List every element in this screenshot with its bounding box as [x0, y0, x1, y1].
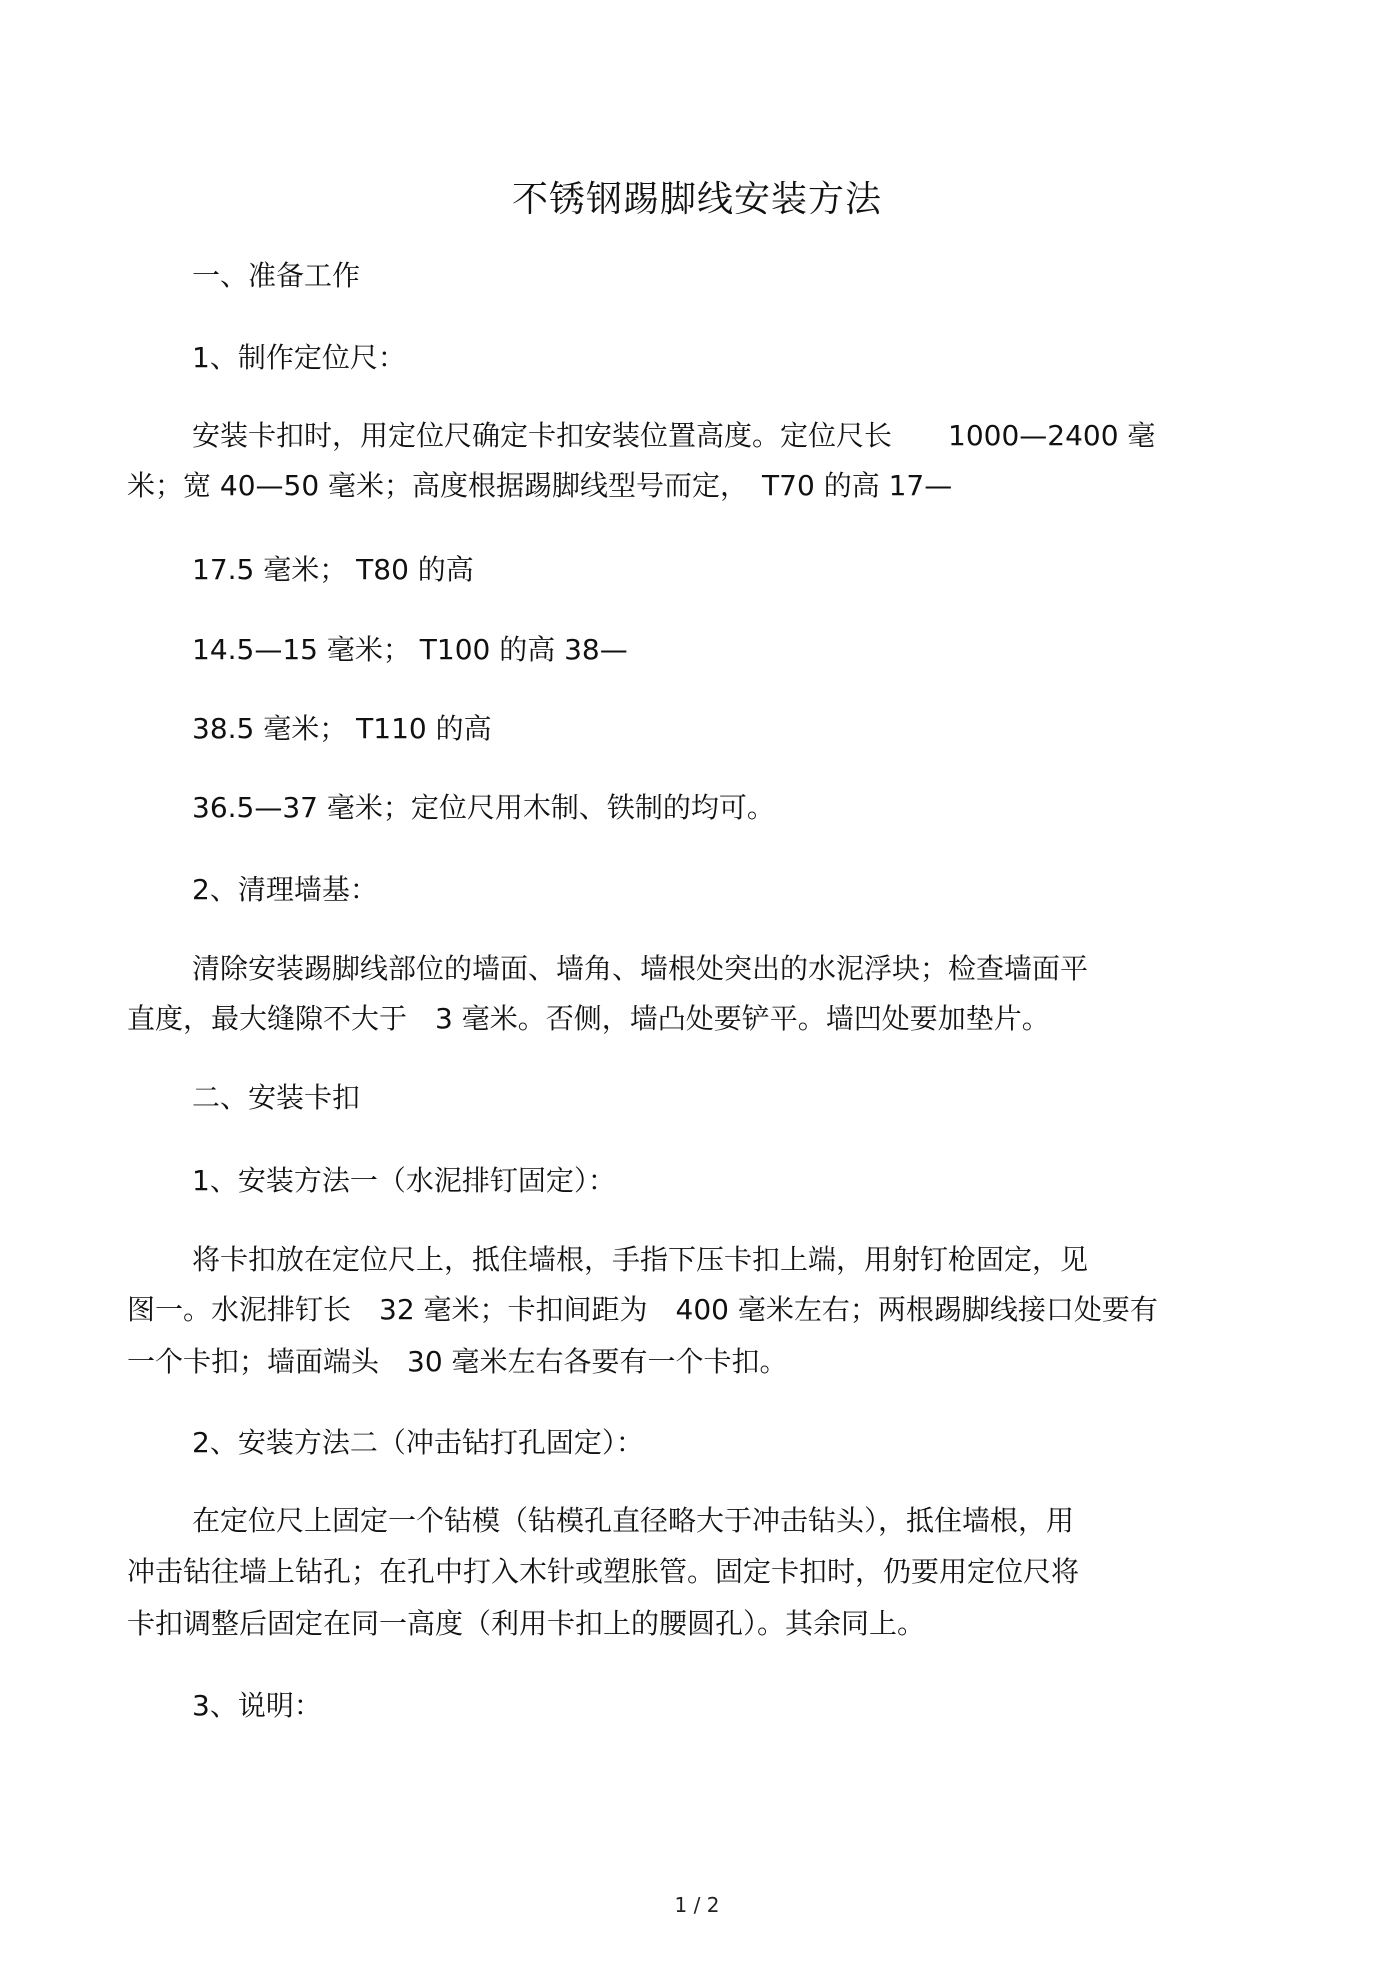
paragraph-line: 米；宽 40—50 毫米；高度根据踢脚线型号而定， T70 的高 17— [127, 469, 953, 502]
subsection-heading-ruler: 1、制作定位尺： [192, 341, 406, 374]
paragraph-line: 冲击钻往墙上钻孔；在孔中打入木针或塑胀管。固定卡扣时，仍要用定位尺将 [127, 1555, 1080, 1588]
paragraph-line: 17.5 毫米； T80 的高 [192, 553, 474, 586]
paragraph-line: 将卡扣放在定位尺上，抵住墙根，手指下压卡扣上端，用射钉枪固定，见 [192, 1243, 1089, 1276]
paragraph-line: 卡扣调整后固定在同一高度（利用卡扣上的腰圆孔）。其余同上。 [127, 1607, 926, 1640]
paragraph-line: 安装卡扣时，用定位尺确定卡扣安装位置高度。定位尺长 1000—2400 毫 [192, 419, 1156, 452]
paragraph-line: 直度，最大缝隙不大于 3 毫米。否侧，墙凸处要铲平。墙凹处要加垫片。 [127, 1002, 1050, 1035]
paragraph-line: 一个卡扣；墙面端头 30 毫米左右各要有一个卡扣。 [127, 1345, 788, 1378]
section-heading-preparation: 一、准备工作 [192, 259, 361, 292]
subsection-heading-wall-base: 2、清理墙基： [192, 873, 378, 906]
subsection-heading-method-one: 1、安装方法一（水泥排钉固定）： [192, 1164, 616, 1197]
document-title: 不锈钢踢脚线安装方法 [511, 179, 882, 220]
paragraph-line: 38.5 毫米； T110 的高 [192, 712, 492, 745]
paragraph-line: 清除安装踢脚线部位的墙面、墙角、墙根处突出的水泥浮块；检查墙面平 [192, 952, 1089, 985]
paragraph-line: 在定位尺上固定一个钻模（钻模孔直径略大于冲击钻头），抵住墙根，用 [192, 1504, 1075, 1537]
paragraph-line: 36.5—37 毫米；定位尺用木制、铁制的均可。 [192, 791, 775, 824]
section-heading-install-clips: 二、安装卡扣 [192, 1081, 361, 1114]
subsection-heading-notes: 3、说明： [192, 1689, 322, 1722]
paragraph-line: 14.5—15 毫米； T100 的高 38— [192, 633, 628, 666]
paragraph-line: 图一。水泥排钉长 32 毫米；卡扣间距为 400 毫米左右；两根踢脚线接口处要有 [127, 1293, 1158, 1326]
subsection-heading-method-two: 2、安装方法二（冲击钻打孔固定）： [192, 1426, 644, 1459]
page-number: 1 / 2 [674, 1893, 720, 1917]
